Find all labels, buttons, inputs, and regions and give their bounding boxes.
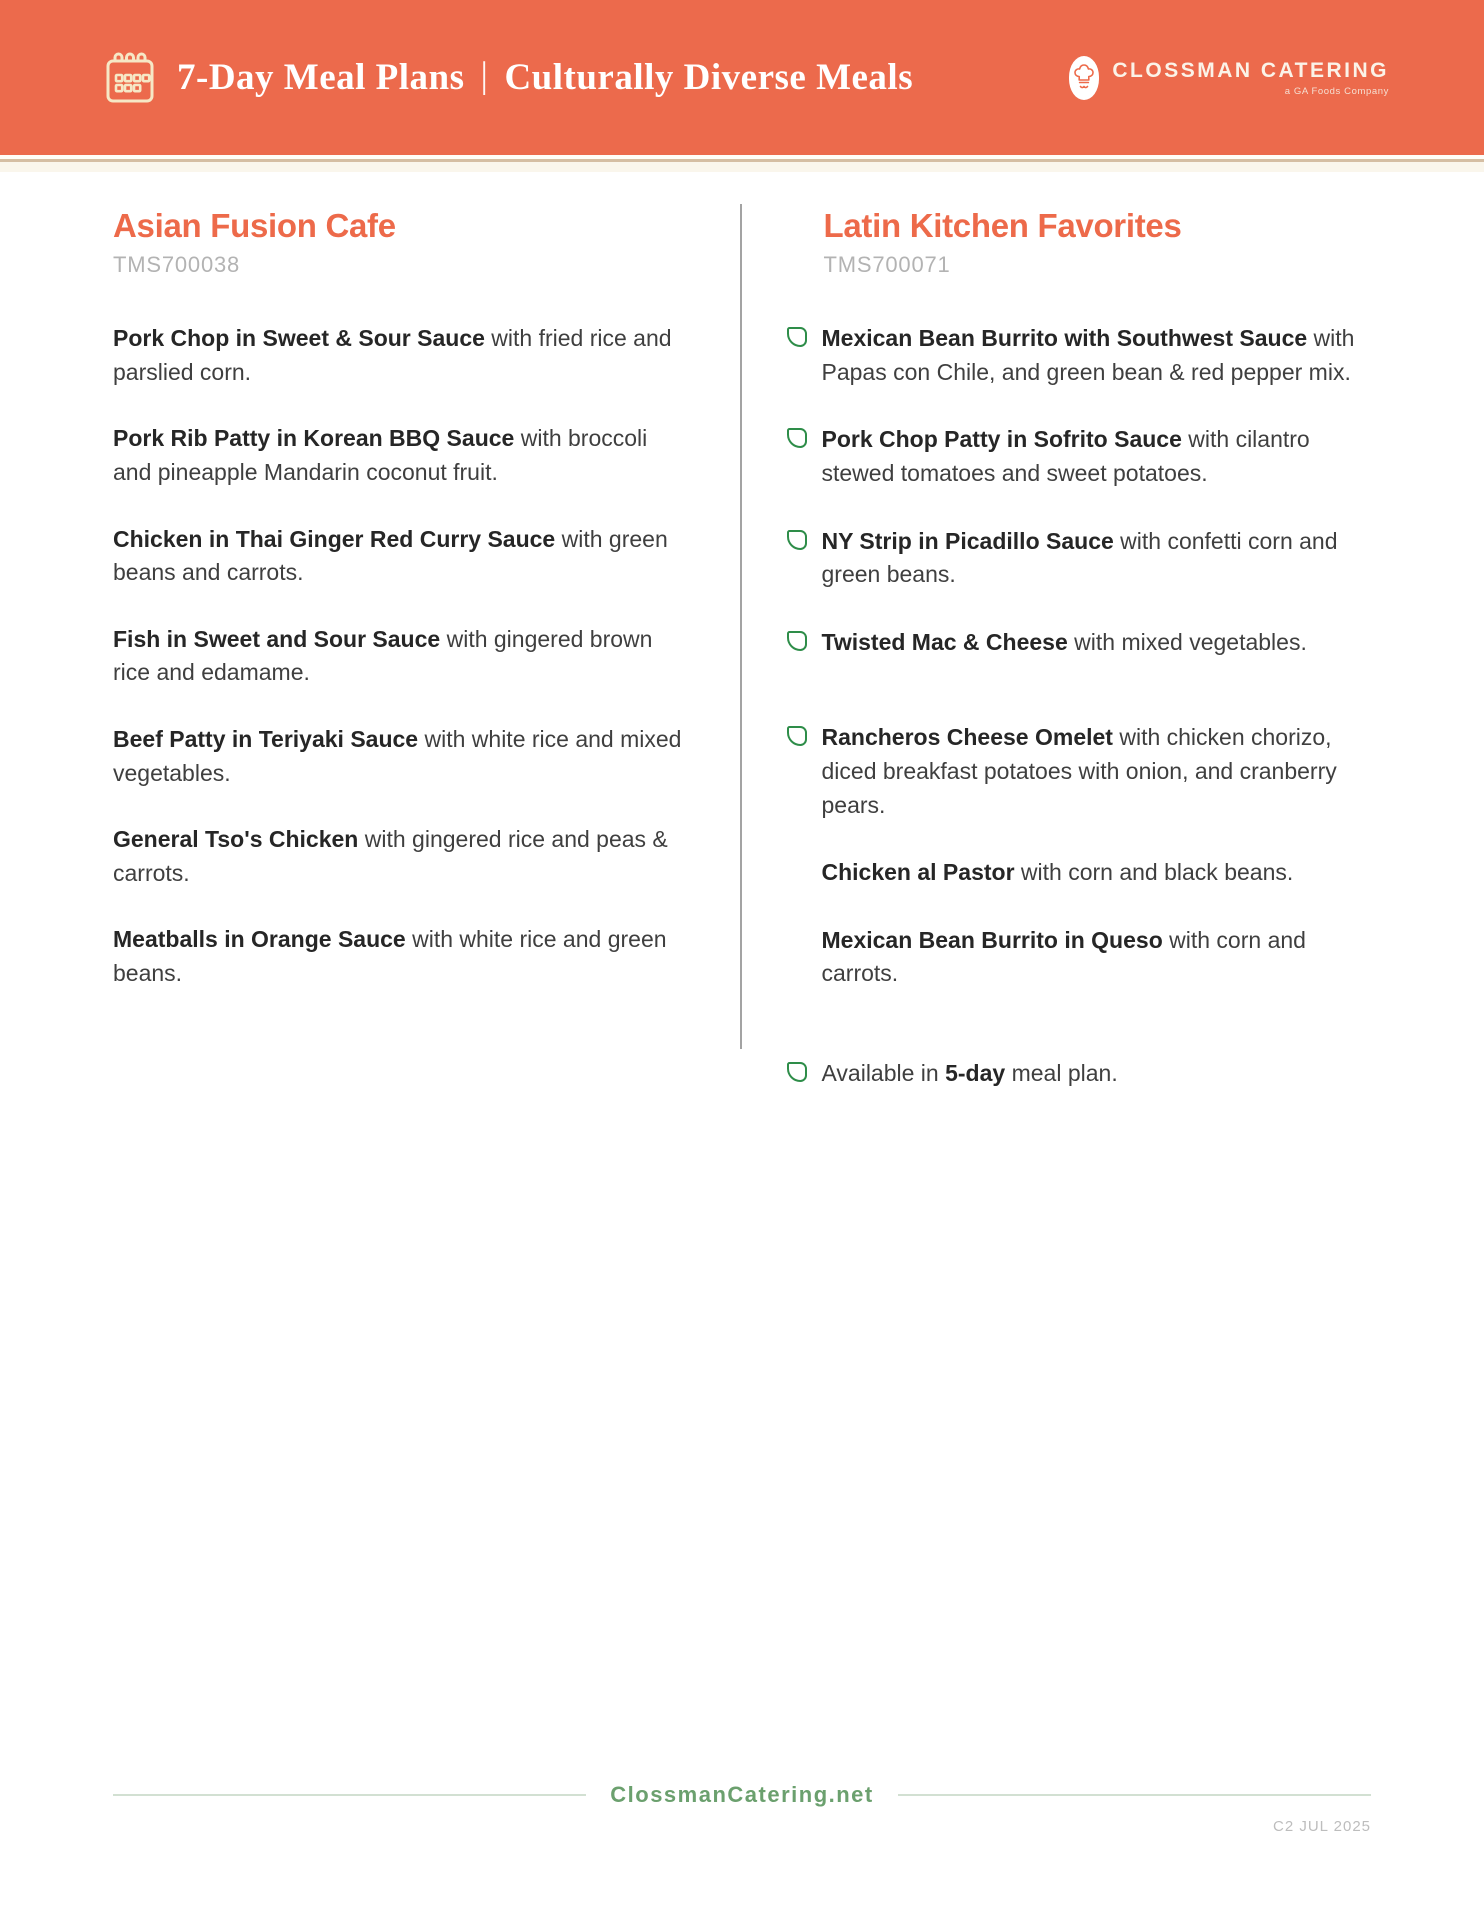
menu-item bbox=[787, 856, 1372, 890]
menu-list-latin-kitchen bbox=[787, 322, 1372, 991]
menu-column-asian-fusion bbox=[113, 208, 683, 1023]
menu-item-text: Chicken al Pastor with corn and black beans. bbox=[821, 859, 1294, 886]
page-footer bbox=[113, 1782, 1371, 1835]
menu-item-text: Meatballs in Orange Sauce with white rice and green beans. bbox=[113, 926, 667, 986]
legend-text: Available in 5-day meal plan. bbox=[821, 1059, 1118, 1086]
menu-item-text: Chicken in Thai Ginger Red Curry Sauce with green beans and carrots. bbox=[113, 525, 668, 586]
column-heading: Latin Kitchen Favorites bbox=[823, 207, 1182, 244]
footer-line-right bbox=[898, 1794, 1371, 1796]
brand-logo bbox=[1069, 56, 1389, 100]
menu-item bbox=[787, 721, 1372, 822]
menu-item bbox=[787, 423, 1372, 490]
leaf-icon bbox=[787, 530, 807, 550]
menu-item-text: General Tso's Chicken with gingered rice and peas & carrots. bbox=[113, 826, 668, 886]
chef-hat-icon bbox=[1069, 56, 1099, 100]
leaf-icon bbox=[787, 631, 807, 651]
column-heading: Asian Fusion Cafe bbox=[113, 207, 396, 244]
menu-item-text: Pork Rib Patty in Korean BBQ Sauce with broccoli and pineapple Mandarin coconut fruit. bbox=[113, 425, 648, 486]
column-code: TMS700038 bbox=[113, 252, 241, 278]
document-version: C2 JUL 2025 bbox=[1273, 1818, 1371, 1835]
page-header bbox=[0, 0, 1484, 155]
main-content bbox=[0, 172, 1484, 1090]
page-title: 7-Day Meal Plans | Culturally Diverse Meals bbox=[177, 55, 914, 98]
leaf-icon bbox=[787, 327, 807, 347]
menu-item-text: Rancheros Cheese Omelet with chicken chorizo, diced breakfast potatoes with onion, and cranberry pears. bbox=[821, 724, 1337, 818]
menu-list-asian-fusion bbox=[113, 322, 683, 990]
footer-rule-row bbox=[113, 1782, 1371, 1808]
website-link[interactable]: ClossmanCatering.net bbox=[610, 1782, 874, 1807]
title-separator: | bbox=[480, 55, 489, 96]
menu-item bbox=[787, 525, 1372, 592]
meal-plan-legend bbox=[787, 1057, 1372, 1091]
brand-text bbox=[1112, 59, 1389, 97]
menu-column-latin-kitchen bbox=[787, 208, 1372, 1090]
menu-item-text: Mexican Bean Burrito with Southwest Sauce with Papas con Chile, and green bean & red pepper mix. bbox=[821, 325, 1355, 385]
menu-item-text: Pork Chop in Sweet & Sour Sauce with fried rice and parslied corn. bbox=[113, 325, 672, 385]
menu-item-text: Twisted Mac & Cheese with mixed vegetables. bbox=[821, 628, 1307, 655]
column-code: TMS700071 bbox=[823, 252, 951, 278]
leaf-icon bbox=[787, 726, 807, 746]
leaf-icon bbox=[787, 1062, 807, 1082]
brand-name: CLOSSMAN CATERING bbox=[1112, 58, 1389, 82]
menu-item bbox=[787, 924, 1372, 991]
column-divider bbox=[740, 204, 742, 1049]
leaf-icon bbox=[787, 428, 807, 448]
menu-item-text: Beef Patty in Teriyaki Sauce with white rice and mixed vegetables. bbox=[113, 725, 682, 786]
brand-tagline: a GA Foods Company bbox=[1284, 85, 1389, 97]
menu-item bbox=[787, 626, 1372, 660]
menu-item bbox=[787, 322, 1372, 389]
header-rule bbox=[0, 155, 1484, 172]
menu-item-text: Mexican Bean Burrito in Queso with corn and carrots. bbox=[821, 926, 1306, 987]
footer-line-left bbox=[113, 1794, 586, 1796]
menu-item-text: NY Strip in Picadillo Sauce with confetti corn and green beans. bbox=[821, 527, 1338, 588]
menu-item-text: Pork Chop Patty in Sofrito Sauce with cilantro stewed tomatoes and sweet potatoes. bbox=[821, 426, 1310, 487]
calendar-icon bbox=[105, 50, 155, 106]
menu-item-text: Fish in Sweet and Sour Sauce with gingered brown rice and edamame. bbox=[113, 625, 653, 686]
